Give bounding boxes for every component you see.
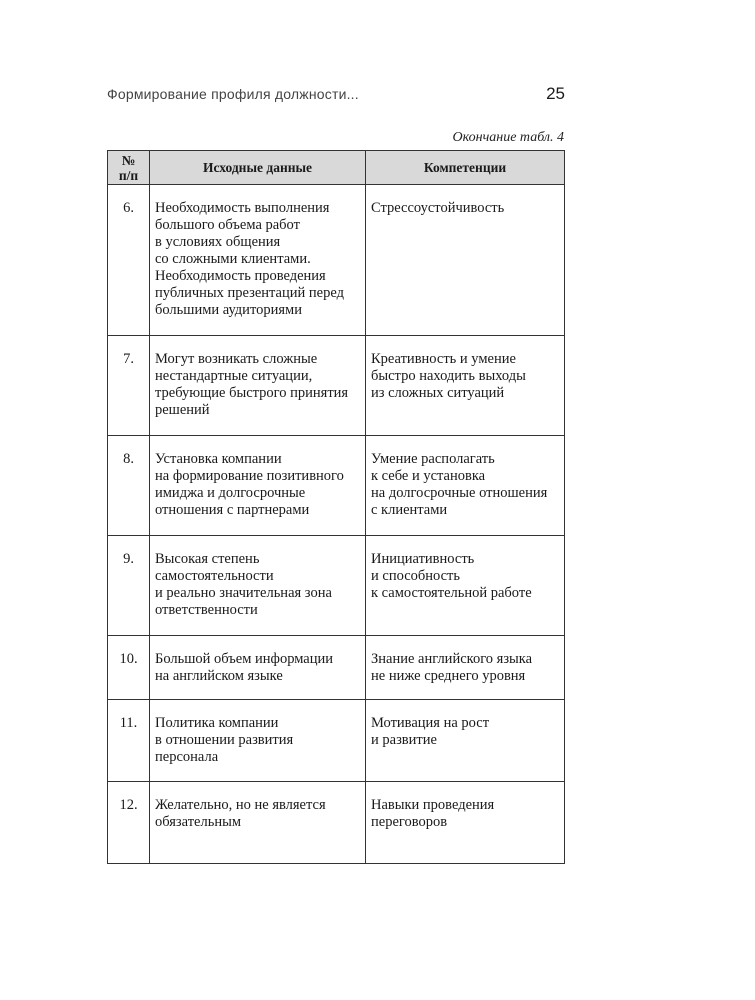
competency-table [107, 150, 565, 864]
table-header-row [108, 151, 565, 185]
competency-cell: Знание английского языка не ниже среднего уровня [366, 636, 565, 700]
source-data-cell: Установка компании на формирование позитивного имиджа и долгосрочные отношения с партнерами [150, 436, 366, 536]
row-number: 10. [108, 636, 150, 700]
table-row [108, 636, 565, 700]
source-data-cell: Могут возникать сложные нестандартные ситуации, требующие быстрого принятия решений [150, 336, 366, 436]
column-header-competencies: Компетенции [366, 151, 565, 185]
running-title: Формирование профиля должности... [107, 86, 359, 102]
row-number: 8. [108, 436, 150, 536]
row-number: 12. [108, 782, 150, 864]
table-row [108, 536, 565, 636]
table-row [108, 782, 565, 864]
table-row [108, 700, 565, 782]
competency-cell: Умение располагать к себе и установка на долгосрочные отношения с клиентами [366, 436, 565, 536]
competency-cell: Инициативность и способность к самостоятельной работе [366, 536, 565, 636]
competency-cell: Мотивация на рост и развитие [366, 700, 565, 782]
page-number: 25 [546, 84, 565, 103]
table-row [108, 336, 565, 436]
source-data-cell: Желательно, но не является обязательным [150, 782, 366, 864]
row-number: 7. [108, 336, 150, 436]
column-header-source-data: Исходные данные [150, 151, 366, 185]
competency-cell: Навыки проведения переговоров [366, 782, 565, 864]
source-data-cell: Высокая степень самостоятельности и реально значительная зона ответственности [150, 536, 366, 636]
row-number: 6. [108, 185, 150, 336]
table-row [108, 436, 565, 536]
row-number: 11. [108, 700, 150, 782]
source-data-cell: Политика компании в отношении развития персонала [150, 700, 366, 782]
row-number: 9. [108, 536, 150, 636]
table-row [108, 185, 565, 336]
table-caption: Окончание табл. 4 [452, 130, 564, 145]
column-header-number: № п/п [108, 151, 150, 185]
competency-cell: Креативность и умение быстро находить выходы из сложных ситуаций [366, 336, 565, 436]
source-data-cell: Большой объем информации на английском языке [150, 636, 366, 700]
source-data-cell: Необходимость выполнения большого объема работ в условиях общения со сложными клиентами. Необходимость проведения публичных презентаций перед большими аудиториями [150, 185, 366, 336]
competency-cell: Стрессоустойчивость [366, 185, 565, 336]
